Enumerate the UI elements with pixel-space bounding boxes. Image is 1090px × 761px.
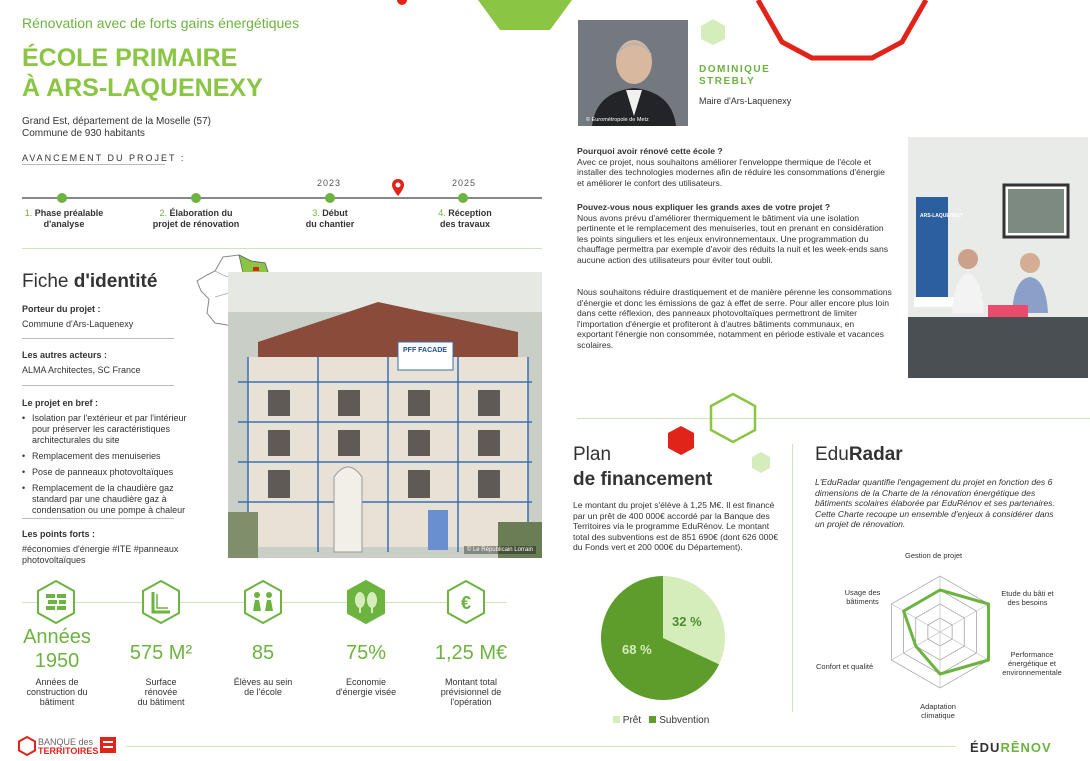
timeline-heading-underline <box>22 164 165 165</box>
radar-axis-label-confort: Confort et qualité <box>816 662 874 671</box>
building-illustration <box>228 272 542 558</box>
interview-qa-1: Pourquoi avoir rénové cette école ? Avec ce projet, nous souhaitons améliorer l'enveloppe thermique de l'école et installer des technologies modernes afin de réduire les consommations d'énergie et améliorer le confort des utilisateurs. <box>577 146 885 188</box>
legend-label-subvention: Subvention <box>659 715 710 726</box>
caisse-depots-logo-icon <box>100 737 116 753</box>
svg-text:€: € <box>460 593 472 613</box>
fiche-separator-3 <box>22 518 174 519</box>
interview-answer-3: Nous souhaitons réduire drastiquement et de manière pérenne les consommations d'énergie et donc les émissions de gaz à effet de serre. Pour aller encore plus loin dans cette réflexion, des panneaux photovoltaïques permettront de limiter l'importation d'énergie et profiteront à d'autres bâtiments communaux, en exportant l'énergie non consommée, notamment en période estivale et vacances scolaires. <box>577 287 892 350</box>
building-photo <box>228 272 542 558</box>
meeting-photo <box>908 137 1088 378</box>
pie-label-pret: 32 % <box>672 614 702 629</box>
euro-icon <box>446 580 486 624</box>
timeline-step-4: 4. Réception des travaux <box>438 208 492 229</box>
fiche-separator-1 <box>22 338 174 339</box>
legend-label-pret: Prêt <box>622 715 642 726</box>
edurenov-logo: ÉDURĒNOV <box>970 740 1052 755</box>
stat-value-montant: 1,25 M€ <box>434 642 508 664</box>
fiche-forts: Les points forts : #économies d'énergie #ITE #panneaux photovoltaïques <box>22 529 179 565</box>
page-title <box>22 43 263 103</box>
decorative-hexagon-cluster <box>665 390 780 480</box>
stat-value-surface: 575 M² <box>129 642 193 664</box>
stat-label-annees: Années de construction du bâtiment <box>26 677 88 707</box>
list-item: • Remplacement de la chaudière gaz standard par une chaudière gaz à condensation ou une pompe à chaleur <box>22 483 202 516</box>
plan-title-1: Plan <box>573 444 612 465</box>
timeline-step-1: 1. Phase préalable d'analyse <box>24 208 104 229</box>
decorative-small-hexagon <box>700 18 726 46</box>
interview-qa-2: Pouvez-vous nous expliquer les grands axes de votre projet ? Nous avons prévu d'améliorer thermiquement le bâtiment via une isolation pertinente et le remplacement des menuiseries, tout en prenant en considération les points singuliers et les enjeux environnementaux. Une programmation du chauffage permettra par exemple d'avoir des réduits la nuit et les week-ends sans aucune action des utilisateurs pour éviter tout oubli. <box>577 202 889 265</box>
stat-label-economie: Economie d'énergie visée <box>335 677 397 697</box>
radar-axis-label-gestion: Gestion de projet <box>905 551 963 560</box>
floor-plan-icon <box>141 580 181 624</box>
list-item: • Pose de panneaux photovoltaïques <box>22 467 202 478</box>
fiche-acteurs: Les autres acteurs : ALMA Architectes, SC France <box>22 350 141 375</box>
banque-territoires-logo: BANQUE des TERRITOIRES <box>38 737 99 756</box>
stat-label-montant: Montant total prévisionnel de l'opération <box>440 677 502 707</box>
decorative-red-mark <box>394 0 410 8</box>
fiche-bref-list <box>22 413 202 516</box>
section-separator <box>22 248 542 249</box>
building-sign: PFF FACADE <box>403 347 447 354</box>
radar-title: EduRadar <box>815 444 903 465</box>
location <box>22 116 211 140</box>
fiche-bref: Le projet en bref : • Isolation par l'extérieur et par l'intérieur pour préserver les caractéristiques architecturales du site • Remplacement des menuiseries • Pose de panneaux photovoltaïques • Remplacement de la chaudière gaz standard par une chaudière gaz à condensation ou une pompe à chaleur <box>22 398 202 521</box>
fiche-title: Fiche d'identité <box>22 271 158 292</box>
financing-pie-chart <box>598 573 728 703</box>
legend-swatch-subvention <box>649 716 656 723</box>
right-section-separator <box>577 418 1090 419</box>
footer-line <box>126 746 956 747</box>
portrait-credit: © Eurométropole de Metz <box>586 117 649 123</box>
plan-text: Le montant du projet s'élève à 1,25 M€. Il est financé par un prêt de 400 000€ accordé par la Banque des Territoires via le programme EduRénov. Le montant total des subventions est de 851 690€ (dont 626 000€ du Fonds vert et 200 000€ du Département). <box>573 500 778 552</box>
stat-value-annees: Années 1950 <box>23 626 91 672</box>
title-line-1: ÉCOLE PRIMAIRE <box>22 44 238 72</box>
decorative-green-hexagon <box>470 0 580 32</box>
photo-credit: © Le Républicain Lorrain <box>464 546 536 554</box>
location-pin-icon <box>391 178 405 198</box>
meeting-illustration <box>908 137 1088 378</box>
fiche-porteur: Porteur du projet : Commune d'Ars-Laquenexy <box>22 304 134 329</box>
timeline-dot-1 <box>57 193 67 203</box>
mayor-portrait <box>578 20 688 126</box>
pie-legend <box>613 715 709 726</box>
stat-label-surface: Surface rénovée du bâtiment <box>137 677 185 707</box>
stat-label-eleves: Élèves au sein de l'école <box>233 677 293 697</box>
timeline-dot-2 <box>191 193 201 203</box>
page-subtitle: Rénovation avec de forts gains énergétiques <box>22 15 300 31</box>
radar-axis-label-adaptation: Adaptation climatique <box>920 702 956 720</box>
stat-value-eleves: 85 <box>251 642 275 664</box>
list-item: • Isolation par l'extérieur et par l'intérieur pour préserver les caractéristiques architecturales du site <box>22 413 202 446</box>
timeline-year-2023: 2023 <box>317 178 342 188</box>
children-icon <box>243 580 283 624</box>
location-population: Commune de 930 habitants <box>22 128 145 139</box>
stat-value-economie: 75% <box>345 642 387 664</box>
mayor-name: DOMINIQUE STREBLY <box>699 64 771 87</box>
eduradar-chart <box>880 570 1000 700</box>
pie-label-subvention: 68 % <box>622 642 652 657</box>
portrait-illustration <box>578 20 688 126</box>
radar-axis-label-performance: Performance énergétique et environnementale <box>1002 650 1062 677</box>
plan-title-2: de financement <box>573 469 713 490</box>
timeline-year-2025: 2025 <box>452 178 477 188</box>
list-item: • Remplacement des menuiseries <box>22 451 202 462</box>
timeline-step-3: 3. Début du chantier <box>305 208 355 229</box>
radar-axis-label-usage: Usage des bâtiments <box>844 588 881 606</box>
timeline-dot-4 <box>458 193 468 203</box>
timeline-heading: AVANCEMENT DU PROJET : <box>22 153 186 163</box>
decorative-red-hexagon-outline <box>752 0 932 64</box>
mayor-role: Maire d'Ars-Laquenexy <box>699 96 792 106</box>
trees-icon <box>346 580 386 624</box>
title-line-2: À ARS-LAQUENEXY <box>22 74 263 102</box>
legend-swatch-pret <box>613 716 620 723</box>
timeline-step-2: 2. Élaboration du projet de rénovation <box>152 208 240 229</box>
location-region: Grand Est, département de la Moselle (57) <box>22 116 211 127</box>
banque-territoires-logo-icon <box>18 736 36 756</box>
meeting-sign: ARS-LAQUENEXY <box>920 213 964 219</box>
radar-series <box>904 590 989 674</box>
timeline-dot-3 <box>325 193 335 203</box>
brick-wall-icon <box>36 580 76 624</box>
radar-axis-label-etude: Etude du bâti et des besoins <box>1001 589 1054 607</box>
vertical-separator <box>792 444 793 712</box>
fiche-separator-2 <box>22 385 174 386</box>
radar-text: L'EduRadar quantifie l'engagement du projet en fonction des 6 dimensions de la Charte de la rénovation énergétique des bâtiments scolaires élaborée par EduRénov et ses partenaires. Cette Charte recoupe un ensemble d'enjeux à considérer dans un projet de rénovation. <box>815 477 1055 529</box>
